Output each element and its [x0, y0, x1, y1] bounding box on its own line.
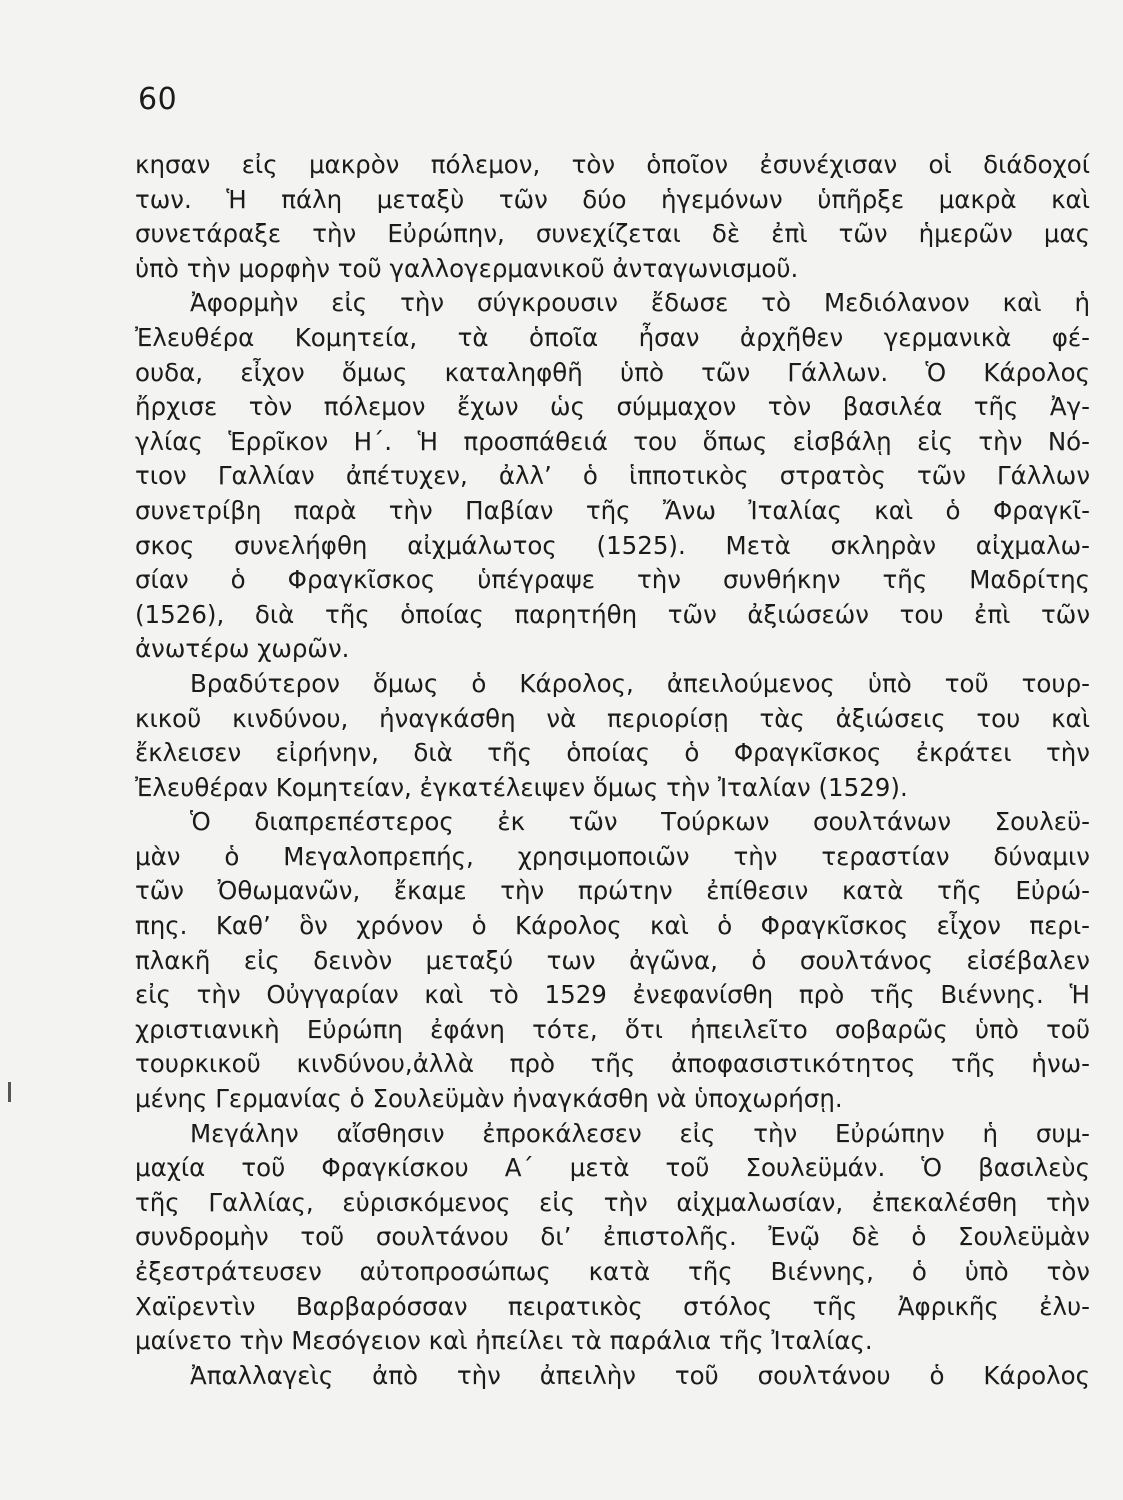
text-line: Μεγάλην αἴσθησιν ἐπροκάλεσεν εἰς τὴν Εὐρώπην ἡ συμ- — [190, 1118, 1090, 1148]
body-text — [135, 148, 1090, 1393]
text-line: κικοῦ κινδύνου, ἠναγκάσθη νὰ περιορίσῃ τὰς ἀξιώσεις του καὶ — [135, 703, 1090, 733]
text-line: Ἐλευθέρα Κομητεία, τὰ ὁποῖα ἦσαν ἀρχῆθεν γερμανικὰ φέ- — [135, 322, 1090, 352]
text-line: ὑπὸ τὴν μορφὴν τοῦ γαλλογερμανικοῦ ἀνταγωνισμοῦ. — [135, 253, 799, 283]
page-number: 60 — [138, 82, 178, 117]
text-line: συνδρομὴν τοῦ σουλτάνου δι’ ἐπιστολῆς. Ἐνῷ δὲ ὁ Σουλεϋμὰν — [135, 1222, 1090, 1252]
text-line: Ὁ διαπρεπέστερος ἐκ τῶν Τούρκων σουλτάνων Σουλεϋ- — [190, 807, 1090, 837]
text-line: μένης Γερμανίας ὁ Σουλεϋμὰν ἠναγκάσθη νὰ ὑποχωρήσῃ. — [135, 1084, 843, 1114]
text-line: Ἀφορμὴν εἰς τὴν σύγκρουσιν ἔδωσε τὸ Μεδιόλανον καὶ ἡ — [190, 288, 1090, 318]
text-line: πης. Καθ’ ὃν χρόνον ὁ Κάρολος καὶ ὁ Φραγκῖσκος εἶχον περι- — [135, 911, 1090, 941]
text-line: ουδα, εἶχον ὅμως καταληφθῆ ὑπὸ τῶν Γάλλων. Ὁ Κάρολος — [135, 357, 1090, 387]
text-line: σίαν ὁ Φραγκῖσκος ὑπέγραψε τὴν συνθήκην τῆς Μαδρίτης — [135, 565, 1090, 595]
text-line: συνετρίβη παρὰ τὴν Παβίαν τῆς Ἄνω Ἰταλίας καὶ ὁ Φραγκῖ- — [135, 495, 1090, 525]
text-line: συνετάραξε τὴν Εὐρώπην, συνεχίζεται δὲ ἐπὶ τῶν ἡμερῶν μας — [135, 219, 1090, 249]
text-line: γλίας Ἑρρῖκον Η΄. Ἡ προσπάθειά του ὅπως εἰσβάλῃ εἰς τὴν Νό- — [135, 426, 1090, 456]
text-line: τουρκικοῦ κινδύνου,ἀλλὰ πρὸ τῆς ἀποφασιστικότητος τῆς ἡνω- — [135, 1049, 1090, 1079]
text-line: τῶν Ὀθωμανῶν, ἔκαμε τὴν πρώτην ἐπίθεσιν κατὰ τῆς Εὐρώ- — [135, 876, 1090, 906]
text-line: των. Ἡ πάλη μεταξὺ τῶν δύο ἡγεμόνων ὑπῆρξε μακρὰ καὶ — [135, 184, 1090, 214]
text-line: μαχία τοῦ Φραγκίσκου Α΄ μετὰ τοῦ Σουλεϋμάν. Ὁ βασιλεὺς — [135, 1153, 1090, 1183]
text-line: χριστιανικὴ Εὐρώπη ἐφάνη τότε, ὅτι ἠπειλεῖτο σοβαρῶς ὑπὸ τοῦ — [135, 1014, 1090, 1044]
text-line: μαίνετο τὴν Μεσόγειον καὶ ἠπείλει τὰ παράλια τῆς Ἰταλίας. — [135, 1326, 873, 1356]
text-line: ἀνωτέρω χωρῶν. — [135, 634, 350, 664]
text-line: ἐξεστράτευσεν αὐτοπροσώπως κατὰ τῆς Βιέννης, ὁ ὑπὸ τὸν — [135, 1257, 1090, 1286]
text-line: Χαϊρεντὶν Βαρβαρόσσαν πειρατικὸς στόλος τῆς Ἀφρικῆς ἐλυ- — [135, 1291, 1090, 1321]
text-line: ἤρχισε τὸν πόλεμον ἔχων ὡς σύμμαχον τὸν βασιλέα τῆς Ἀγ- — [135, 392, 1090, 422]
text-line: τιον Γαλλίαν ἀπέτυχεν, ἀλλ’ ὁ ἱπποτικὸς στρατὸς τῶν Γάλλων — [135, 461, 1090, 491]
text-line: ἔκλεισεν εἰρήνην, διὰ τῆς ὁποίας ὁ Φραγκῖσκος ἐκράτει τὴν — [135, 738, 1090, 768]
text-line: (1526), διὰ τῆς ὁποίας παρητήθη τῶν ἀξιώσεών του ἐπὶ τῶν — [135, 599, 1090, 629]
text-line: Ἐλευθέραν Κομητείαν, ἐγκατέλειψεν ὅμως τὴν Ἰταλίαν (1529). — [135, 772, 908, 802]
text-line: εἰς τὴν Οὐγγαρίαν καὶ τὸ 1529 ἐνεφανίσθη πρὸ τῆς Βιέννης. Ἡ — [135, 980, 1090, 1010]
text-line: Βραδύτερον ὅμως ὁ Κάρολος, ἀπειλούμενος ὑπὸ τοῦ τουρ- — [190, 668, 1090, 698]
text-line: σκος συνελήφθη αἰχμάλωτος (1525). Μετὰ σκληρὰν αἰχμαλω- — [135, 530, 1090, 560]
text-line: κησαν εἰς μακρὸν πόλεμον, τὸν ὁποῖον ἐσυνέχισαν οἱ διάδοχοί — [135, 150, 1090, 179]
text-line: μὰν ὁ Μεγαλοπρεπής, χρησιμοποιῶν τὴν τεραστίαν δύναμιν — [135, 841, 1090, 871]
text-line: Ἀπαλλαγεὶς ἀπὸ τὴν ἀπειλὴν τοῦ σουλτάνου ὁ Κάρολος — [190, 1360, 1090, 1390]
text-line: πλακῆ εἰς δεινὸν μεταξύ των ἀγῶνα, ὁ σουλτάνος εἰσέβαλεν — [135, 945, 1090, 975]
margin-mark — [8, 1082, 11, 1102]
text-line: τῆς Γαλλίας, εὑρισκόμενος εἰς τὴν αἰχμαλωσίαν, ἐπεκαλέσθη τὴν — [135, 1187, 1090, 1217]
